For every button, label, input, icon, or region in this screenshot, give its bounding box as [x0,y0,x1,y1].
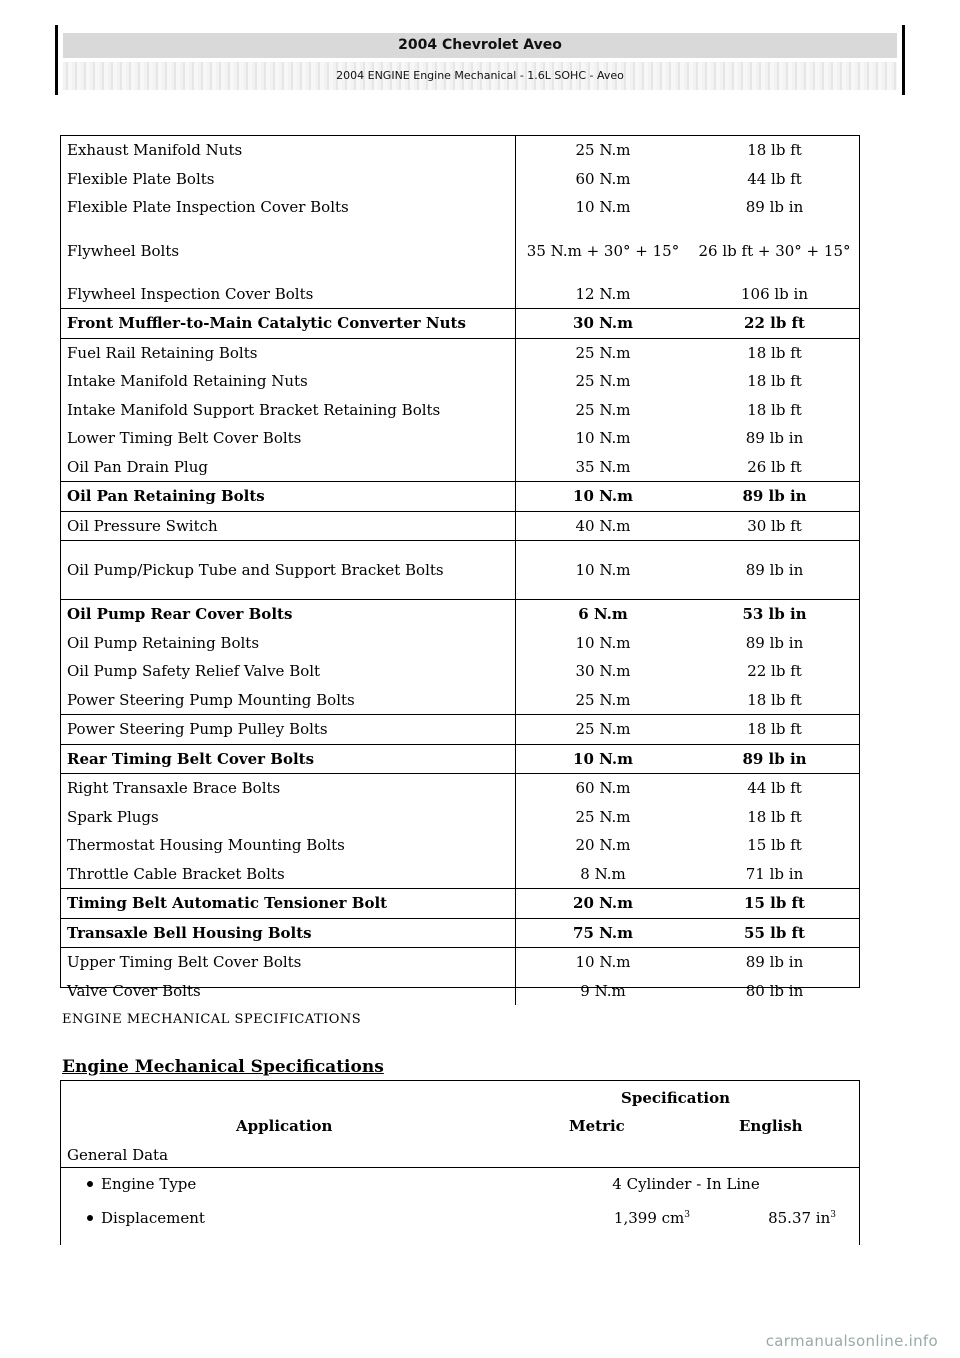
table-row [61,948,859,977]
section-title: Engine Mechanical Specifications [62,1057,384,1077]
table-row [61,541,859,599]
fastener-name: Rear Timing Belt Cover Bolts [61,745,516,774]
english-value: 18 lb ft [747,807,802,826]
metric-value: 25 N.m [575,400,631,419]
table-row [61,453,859,482]
english-value: 18 lb ft [747,720,802,739]
spec-label: Displacement [101,1209,205,1227]
torque-group [61,308,859,338]
english-value: 44 lb ft [747,779,802,798]
table-row [61,860,859,889]
table-row [61,222,859,280]
fastener-name: Upper Timing Belt Cover Bolts [61,948,516,977]
engine-specifications-table [60,1080,860,1245]
english-value: 22 lb ft [747,662,802,681]
torque-group [61,540,859,599]
metric-value: 40 N.m [575,516,631,535]
fastener-name: Front Muffler-to-Main Catalytic Converter Nuts [61,309,516,338]
table-row [61,339,859,368]
table-row [61,686,859,715]
table-row [61,977,859,1006]
metric-value: 25 N.m [575,372,631,391]
header-application: Application [236,1117,333,1135]
fastener-name: Fuel Rail Retaining Bolts [61,339,516,368]
fastener-name: Flexible Plate Bolts [61,165,516,194]
torque-group [61,773,859,888]
spec-row-displacement [61,1202,859,1236]
document-title: 2004 Chevrolet Aveo [63,33,897,58]
metric-value: 30 N.m [575,662,631,681]
fastener-name: Power Steering Pump Mounting Bolts [61,686,516,715]
table-row [61,367,859,396]
metric-value: 60 N.m [575,779,631,798]
header-right-rule [902,25,905,95]
english-value: 53 lb in [742,605,807,624]
fastener-name: Lower Timing Belt Cover Bolts [61,424,516,453]
table-row [61,482,859,511]
torque-group [61,947,859,1005]
metric-value: 10 N.m [575,633,631,652]
metric-value: 10 N.m [573,749,633,768]
spec-metric-value [516,1209,690,1227]
fastener-name: Right Transaxle Brace Bolts [61,774,516,803]
metric-value: 10 N.m [575,953,631,972]
metric-value: 8 N.m [580,864,626,883]
metric-value: 20 N.m [575,836,631,855]
metric-value: 10 N.m [573,487,633,506]
bullet-icon [87,1181,93,1187]
torque-group [61,511,859,541]
english-value: 26 lb ft + 30° + 15° [698,241,851,260]
metric-value: 25 N.m [575,141,631,160]
header-metric: Metric [569,1117,625,1135]
fastener-name: Oil Pump/Pickup Tube and Support Bracket Bolts [61,541,516,599]
fastener-name: Timing Belt Automatic Tensioner Bolt [61,889,516,918]
english-value: 22 lb ft [744,314,805,333]
fastener-name: Spark Plugs [61,803,516,832]
metric-value: 6 N.m [578,605,628,624]
table-row [61,512,859,541]
fastener-name: Throttle Cable Bracket Bolts [61,860,516,889]
metric-value: 10 N.m [575,561,631,579]
fastener-name: Oil Pressure Switch [61,512,516,541]
english-value: 18 lb ft [747,141,802,160]
fastener-name: Oil Pump Safety Relief Valve Bolt [61,657,516,686]
english-text: 85.37 in [768,1209,831,1227]
english-value: 26 lb ft [747,457,802,476]
table-row [61,657,859,686]
table-row [61,803,859,832]
table-row [61,600,859,629]
fastener-name: Power Steering Pump Pulley Bolts [61,715,516,744]
fastener-name: Flywheel Bolts [61,222,516,280]
metric-text: 1,399 cm [613,1209,685,1227]
torque-specifications-table [60,135,860,1000]
fastener-name: Exhaust Manifold Nuts [61,136,516,165]
fastener-name: Flywheel Inspection Cover Bolts [61,280,516,309]
table-row [61,165,859,194]
metric-value: 30 N.m [573,314,633,333]
table-row [61,193,859,222]
torque-group [61,888,859,918]
table-row [61,629,859,658]
fastener-name: Transaxle Bell Housing Bolts [61,919,516,948]
english-value: 89 lb in [745,429,804,448]
metric-value: 10 N.m [575,429,631,448]
torque-group [61,714,859,744]
header-english: English [739,1117,803,1135]
fastener-name: Thermostat Housing Mounting Bolts [61,831,516,860]
bullet-icon [87,1215,93,1221]
metric-value: 25 N.m [575,720,631,739]
table-row [61,774,859,803]
spec-label: Engine Type [101,1175,197,1193]
fastener-name: Oil Pan Retaining Bolts [61,482,516,511]
group-label-general-data: General Data [67,1146,169,1164]
spec-row-engine-type [61,1168,859,1202]
spec-english-value [701,1209,836,1227]
english-value: 89 lb in [745,953,804,972]
metric-value: 10 N.m [575,198,631,217]
table-row [61,136,859,165]
table-row [61,715,859,744]
torque-group [61,481,859,511]
header-left-rule [55,25,58,95]
table-row [61,831,859,860]
table-row [61,745,859,774]
metric-value: 75 N.m [573,923,633,942]
english-value: 71 lb in [745,864,804,883]
torque-group [61,744,859,774]
english-value: 30 lb ft [747,516,802,535]
watermark: carmanualsonline.info [765,1332,938,1350]
metric-value: 25 N.m [575,690,631,709]
english-value: 80 lb in [745,981,804,1000]
metric-value: 35 N.m + 30° + 15° [526,241,680,260]
metric-value: 20 N.m [573,894,633,913]
metric-value: 35 N.m [575,457,631,476]
metric-value: 25 N.m [575,807,631,826]
english-value: 18 lb ft [747,690,802,709]
table-row [61,919,859,948]
english-value: 18 lb ft [747,372,802,391]
metric-value: 9 N.m [580,981,626,1000]
english-value: 18 lb ft [747,400,802,419]
fastener-name: Valve Cover Bolts [61,977,516,1006]
fastener-name: Oil Pan Drain Plug [61,453,516,482]
fastener-name: Oil Pump Retaining Bolts [61,629,516,658]
table-row [61,396,859,425]
table-row [61,424,859,453]
english-value: 89 lb in [745,633,804,652]
fastener-name: Flexible Plate Inspection Cover Bolts [61,193,516,222]
torque-group [61,136,859,308]
english-value: 55 lb ft [744,923,805,942]
table-row [61,309,859,338]
torque-group [61,599,859,714]
english-value: 15 lb ft [747,836,802,855]
metric-superscript: 3 [684,1210,690,1220]
english-value: 89 lb in [742,749,807,768]
english-superscript: 3 [830,1210,836,1220]
header-specification: Specification [621,1089,730,1107]
english-value: 89 lb in [745,198,804,217]
metric-value: 25 N.m [575,343,631,362]
fastener-name: Intake Manifold Retaining Nuts [61,367,516,396]
torque-group [61,918,859,948]
english-value: 18 lb ft [747,343,802,362]
specs-table-header [61,1081,859,1168]
metric-value: 12 N.m [575,284,631,303]
table-row [61,280,859,309]
english-value: 44 lb ft [747,169,802,188]
fastener-name: Oil Pump Rear Cover Bolts [61,600,516,629]
english-value: 89 lb in [745,561,804,579]
document-subtitle: 2004 ENGINE Engine Mechanical - 1.6L SOHC - Aveo [63,62,897,90]
metric-value: 60 N.m [575,169,631,188]
english-value: 106 lb in [740,284,809,303]
fastener-name: Intake Manifold Support Bracket Retaining Bolts [61,396,516,425]
torque-group [61,338,859,482]
english-value: 89 lb in [742,487,807,506]
spec-value: 4 Cylinder - In Line [612,1175,760,1193]
english-value: 15 lb ft [744,894,805,913]
section-caption: ENGINE MECHANICAL SPECIFICATIONS [62,1012,362,1027]
table-row [61,889,859,918]
